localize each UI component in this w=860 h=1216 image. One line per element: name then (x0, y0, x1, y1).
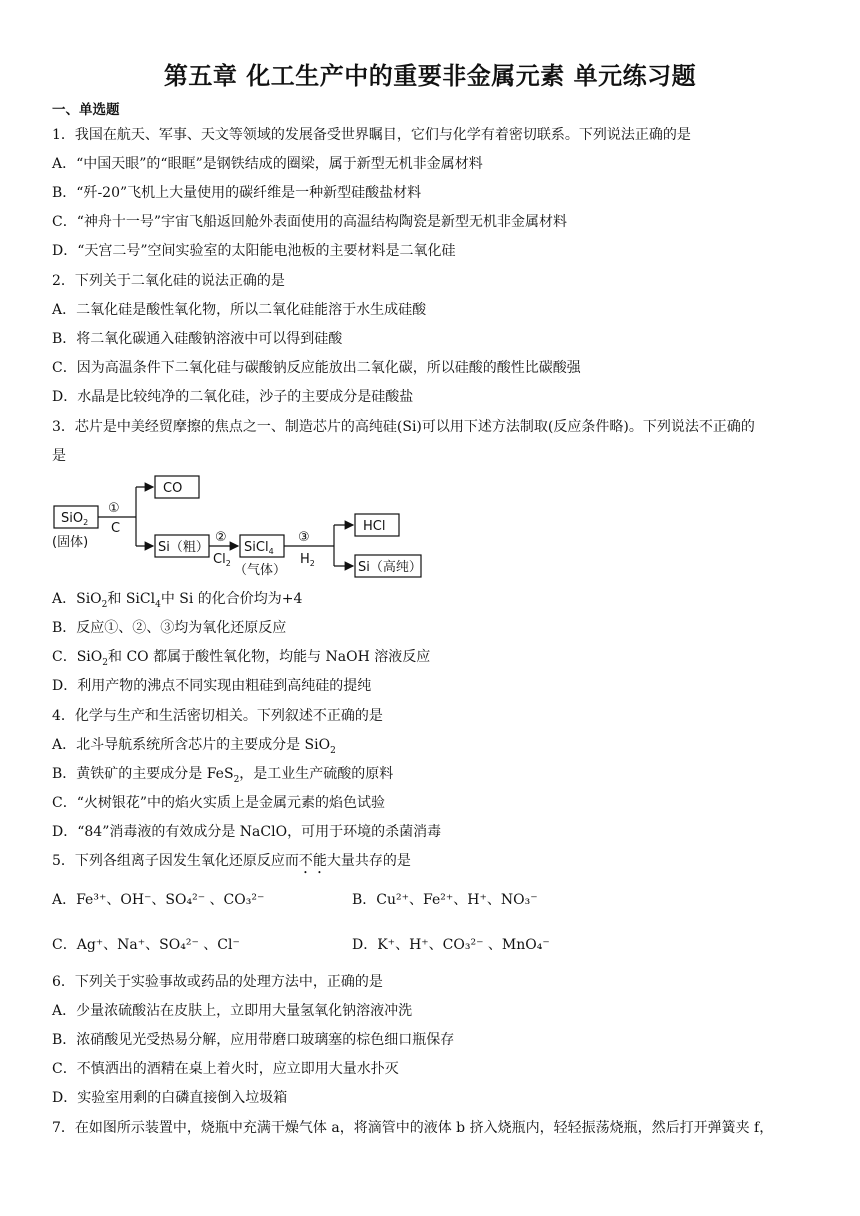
sicl4-label: SiCl$_4$ (244, 540, 274, 556)
q2-option-d: D．水晶是比较纯净的二氧化硅，沙子的主要成分是硅酸盐 (52, 389, 414, 405)
page-title: 第五章 化工生产中的重要非金属元素 单元练习题 (163, 62, 697, 90)
q2-option-c: C．因为高温条件下二氧化硅与碳酸钠反应能放出二氧化碳，所以硅酸的酸性比碳酸强 (52, 360, 581, 376)
q4-option-a: A．北斗导航系统所含芯片的主要成分是 SiO$_2$ (52, 737, 336, 756)
q6-option-d: D．实验室用剩的白磷直接倒入垃圾箱 (52, 1090, 288, 1106)
q2-option-b: B．将二氧化碳通入硅酸钠溶液中可以得到硅酸 (52, 331, 343, 347)
reagent-cl2: $Cl_2$ (213, 552, 231, 568)
q6-stem: 6．下列关于实验事故或药品的处理方法中，正确的是 (52, 974, 383, 990)
q6-option-a: A．少量浓硫酸沾在皮肤上，立即用大量氢氧化钠溶液冲洗 (52, 1003, 413, 1019)
co-label: CO (163, 481, 183, 496)
q4-option-d: D．“84”消毒液的有效成分是 NaClO，可用于环境的杀菌消毒 (52, 824, 442, 840)
gas-label: （气体） (234, 563, 287, 578)
q3-stem-line2: 是 (52, 448, 66, 464)
q5-option-b: B．Cu²⁺、Fe²⁺、H⁺、NO₃⁻ (352, 892, 538, 908)
q3-option-d: D．利用产物的沸点不同实现由粗硅到高纯硅的提纯 (52, 678, 372, 694)
reagent-h2: $H_2$ (300, 552, 315, 568)
q3-option-c: C．SiO$_2$和 CO 都属于酸性氧化物，均能与 NaOH 溶液反应 (52, 649, 431, 668)
q3-option-a: A．SiO$_2$和 SiCl$_4$中 Si 的化合价均为+4 (52, 591, 303, 610)
step3-marker: ③ (298, 530, 310, 545)
hcl-label: HCl (363, 519, 386, 534)
reagent-c: C (111, 521, 121, 536)
q3-option-b: B．反应①、②、③均为氧化还原反应 (52, 620, 287, 636)
q4-option-c: C．“火树银花”中的焰火实质上是金属元素的焰色试验 (52, 795, 386, 811)
si-pure-label: Si（高纯） (358, 560, 422, 575)
step2-marker: ② (215, 530, 227, 545)
si-crude-label: Si（粗） (158, 540, 209, 555)
q5-option-c: C．Ag⁺、Na⁺、SO₄²⁻ 、Cl⁻ (52, 937, 240, 953)
q1-option-a: A．“中国天眼”的“眼眶”是钢铁结成的圈梁，属于新型无机非金属材料 (52, 156, 483, 172)
q2-stem: 2．下列关于二氧化硅的说法正确的是 (52, 273, 285, 289)
q1-stem: 1．我国在航天、军事、天文等领域的发展备受世界瞩目，它们与化学有着密切联系。下列说法正确的是 (52, 127, 691, 143)
sio2-label: SiO$_2$ (61, 511, 89, 527)
q2-option-a: A．二氧化硅是酸性氧化物，所以二氧化硅能溶于水生成硅酸 (52, 302, 427, 318)
q5-stem: 5．下列各组离子因发生氧化还原反应而不能大量共存的是 (52, 853, 411, 869)
emphasis-not-able: 不能 (298, 853, 327, 869)
q4-stem: 4．化学与生产和生活密切相关。下列叙述不正确的是 (52, 708, 383, 724)
step1-marker: ① (108, 501, 120, 516)
q6-option-b: B．浓硝酸见光受热易分解，应用带磨口玻璃塞的棕色细口瓶保存 (52, 1032, 455, 1048)
silicon-process-diagram (50, 470, 430, 586)
q1-option-c: C．“神舟十一号”宇宙飞船返回舱外表面使用的高温结构陶瓷是新型无机非金属材料 (52, 214, 568, 230)
q1-option-d: D．“天宫二号”空间实验室的太阳能电池板的主要材料是二氧化硅 (52, 243, 456, 259)
q1-option-b: B．“歼-20”飞机上大量使用的碳纤维是一种新型硅酸盐材料 (52, 185, 422, 201)
solid-label: (固体) (52, 535, 89, 550)
q4-option-b: B．黄铁矿的主要成分是 FeS$_2$，是工业生产硫酸的原料 (52, 766, 394, 785)
q3-stem-line1: 3．芯片是中美经贸摩擦的焦点之一、制造芯片的高纯硅(Si)可以用下述方法制取(反应条件略)。下列说法不正确的 (52, 419, 755, 435)
section-heading: 一、单选题 (52, 102, 120, 118)
q6-option-c: C．不慎洒出的酒精在桌上着火时，应立即用大量水扑灭 (52, 1061, 399, 1077)
q7-stem: 7．在如图所示装置中，烧瓶中充满干燥气体 a，将滴管中的液体 b 挤入烧瓶内，轻轻振荡烧瓶，然后打开弹簧夹 f， (52, 1120, 774, 1136)
q5-option-d: D．K⁺、H⁺、CO₃²⁻ 、MnO₄⁻ (352, 937, 550, 953)
q5-option-a: A．Fe³⁺、OH⁻、SO₄²⁻ 、CO₃²⁻ (52, 892, 265, 908)
